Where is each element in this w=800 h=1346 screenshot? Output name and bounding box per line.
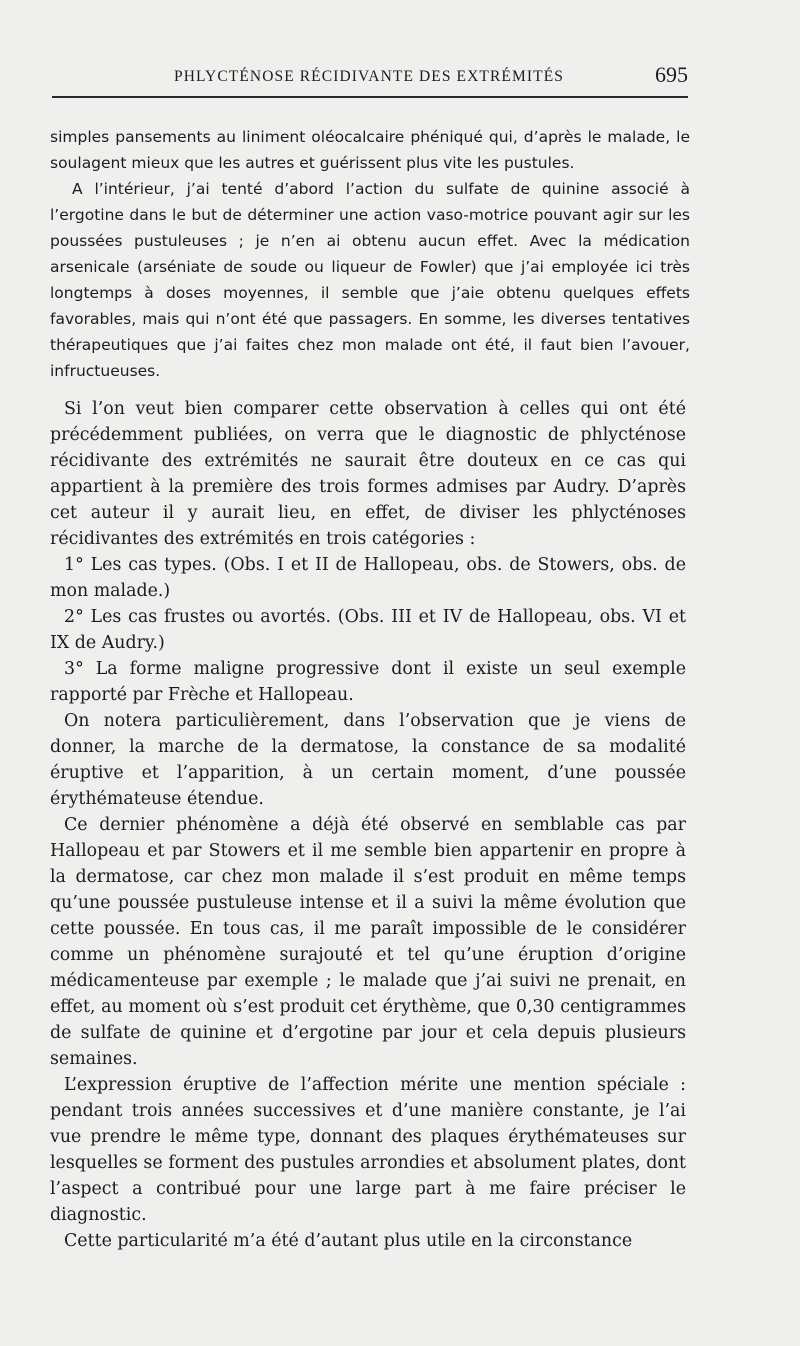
small-print-note	[50, 124, 690, 384]
body-paragraph: L’expression éruptive de l’affection mérite une mention spéciale : pendant trois années successives et d’une manière constante, je l’ai vue prendre le même type, donnant des plaques érythémateuses sur lesquelles se forment des pustules arrondies et absolument plates, dont l’aspect a contribué pour une large part à me faire préciser le diagnostic.	[50, 1075, 686, 1225]
body-paragraph: Si l’on veut bien comparer cette observation à celles qui ont été précédemment publiées, on verra que le diagnostic de phlycténose récidivante des extrémités ne saurait être douteux en ce cas qui appartient à la première des trois formes admises par Audry. D’après cet auteur il y aurait lieu, en effet, de diviser les phlycténoses récidivantes des extrémités en trois catégories :	[50, 399, 686, 549]
note-paragraph: A l’intérieur, j’ai tenté d’abord l’action du sulfate de quinine associé à l’ergotine dans le but de déterminer une action vaso-motrice pouvant agir sur les poussées pustuleuses ; je n’en ai obtenu aucun effet. Avec la médication arsenicale (arséniate de soude ou liqueur de Fowler) que j’ai employée ici très longtemps à doses moyennes, il semble que j’aie obtenu quelques effets favorables, mais qui n’ont été que passagers. En somme, les diverses tentatives thérapeutiques que j’ai faites chez mon malade ont été, il faut bien l’avouer, infructueuses.	[50, 180, 690, 380]
page-number: 695	[655, 62, 688, 87]
running-title: PHLYCTÉNOSE RÉCIDIVANTE DES EXTRÉMITÉS	[174, 68, 564, 85]
body-paragraph: 3° La forme maligne progressive dont il existe un seul exemple rapporté par Frèche et Hallopeau.	[50, 659, 686, 705]
body-paragraph: 2° Les cas frustes ou avortés. (Obs. III et IV de Hallopeau, obs. VI et IX de Audry.)	[50, 607, 686, 653]
body-text	[50, 396, 686, 1254]
note-paragraph: simples pansements au liniment oléocalcaire phéniqué qui, d’après le malade, le soulagent mieux que les autres et guérissent plus vite les pustules.	[50, 128, 690, 172]
body-paragraph: 1° Les cas types. (Obs. I et II de Hallopeau, obs. de Stowers, obs. de mon malade.)	[50, 555, 686, 601]
body-paragraph: Cette particularité m’a été d’autant plus utile en la circonstance	[64, 1231, 633, 1251]
body-paragraph: On notera particulièrement, dans l’observation que je viens de donner, la marche de la dermatose, la constance de sa modalité éruptive et l’apparition, à un certain moment, d’une poussée érythémateuse étendue.	[50, 711, 686, 809]
running-head	[52, 62, 688, 98]
body-paragraph: Ce dernier phénomène a déjà été observé en semblable cas par Hallopeau et par Stowers et il me semble bien appartenir en propre à la dermatose, car chez mon malade il s’est produit en même temps qu’une poussée pustuleuse intense et il a suivi la même évolution que cette poussée. En tous cas, il me paraît impossible de le considérer comme un phénomène surajouté et tel qu’une éruption d’origine médicamenteuse par exemple ; le malade que j’ai suivi ne prenait, en effet, au moment où s’est produit cet érythème, que 0,30 centigrammes de sulfate de quinine et d’ergotine par jour et cela depuis plusieurs semaines.	[50, 815, 686, 1069]
